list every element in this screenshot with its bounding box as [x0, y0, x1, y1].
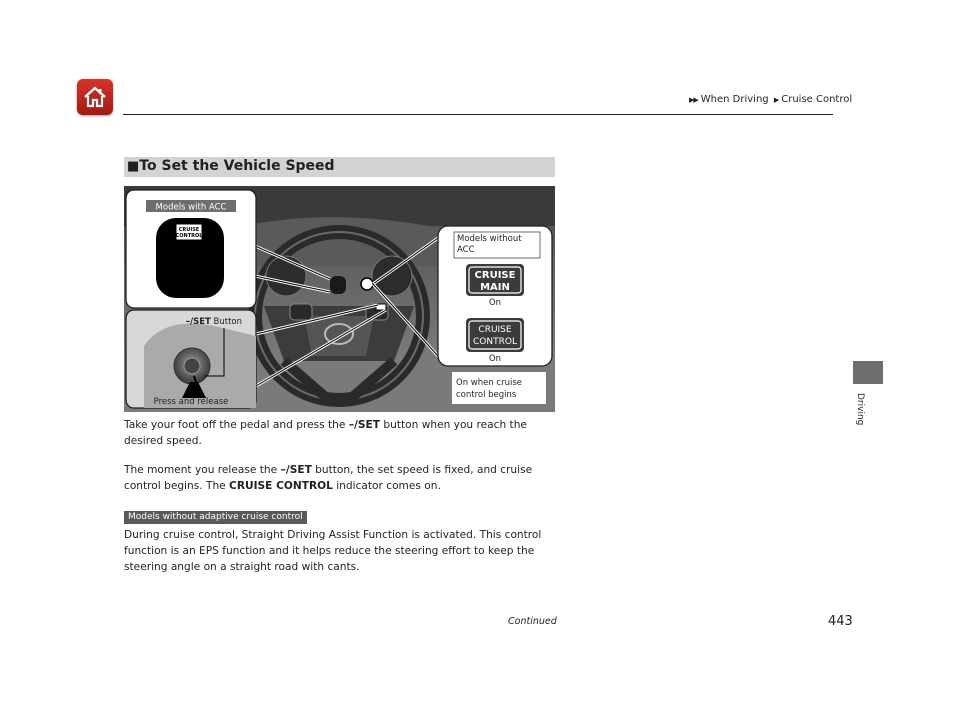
svg-text:CRUISE: CRUISE: [478, 325, 512, 335]
svg-text:Press and release: Press and release: [153, 397, 229, 407]
svg-text:ACC: ACC: [457, 245, 475, 255]
svg-text:CRUISE: CRUISE: [474, 270, 516, 281]
header-rule: [123, 114, 833, 115]
chapter-label: Driving: [855, 393, 865, 426]
breadcrumb-item-cruise-control[interactable]: Cruise Control: [781, 94, 853, 105]
page-number: 443: [828, 614, 853, 629]
breadcrumb: [689, 94, 852, 105]
home-icon: [81, 83, 109, 111]
section-square-icon: ■: [127, 159, 140, 174]
indicator-location-marker: [361, 278, 373, 290]
svg-text:Models without: Models without: [457, 234, 522, 244]
svg-text:CRUISE: CRUISE: [178, 227, 200, 233]
model-condition-tag: Models without adaptive cruise control: [124, 511, 307, 524]
breadcrumb-arrow-icon: ▶: [773, 96, 779, 104]
home-button[interactable]: [77, 79, 113, 115]
svg-text:control begins: control begins: [456, 390, 517, 400]
continued-label: Continued: [508, 616, 557, 627]
svg-text:MAIN: MAIN: [480, 282, 510, 293]
svg-text:CONTROL: CONTROL: [473, 337, 517, 347]
svg-text:On when cruise: On when cruise: [456, 378, 523, 388]
svg-text:Models with ACC: Models with ACC: [155, 202, 227, 213]
svg-text:CONTROL: CONTROL: [175, 233, 203, 239]
breadcrumb-arrow-icon: ▶▶: [689, 96, 698, 104]
breadcrumb-item-when-driving[interactable]: When Driving: [700, 94, 769, 105]
no-acc-inset: [438, 226, 552, 366]
instruction-paragraph-3: During cruise control, Straight Driving Assist Function is activated. This control function is an EPS function and it helps reduce the steering effort to keep the steering angle on a straight road with cants.: [124, 529, 542, 573]
instruction-paragraph-1: Take your foot off the pedal and press the –/SET button when you reach the desired speed.: [124, 419, 527, 447]
cruise-control-illustration: [124, 186, 555, 412]
svg-text:–/SET Button: –/SET Button: [185, 317, 242, 327]
acc-indicator-marker: [330, 276, 346, 294]
chapter-tab[interactable]: [853, 361, 883, 384]
instruction-paragraph-2: The moment you release the –/SET button, the set speed is fixed, and cruise control begins. The CRUISE CONTROL indicator comes on.: [124, 464, 533, 492]
section-title: ■To Set the Vehicle Speed: [127, 158, 335, 174]
svg-text:On: On: [488, 354, 502, 364]
set-button-inset: [126, 310, 256, 408]
acc-inset: [126, 190, 256, 308]
svg-text:On: On: [488, 298, 502, 308]
